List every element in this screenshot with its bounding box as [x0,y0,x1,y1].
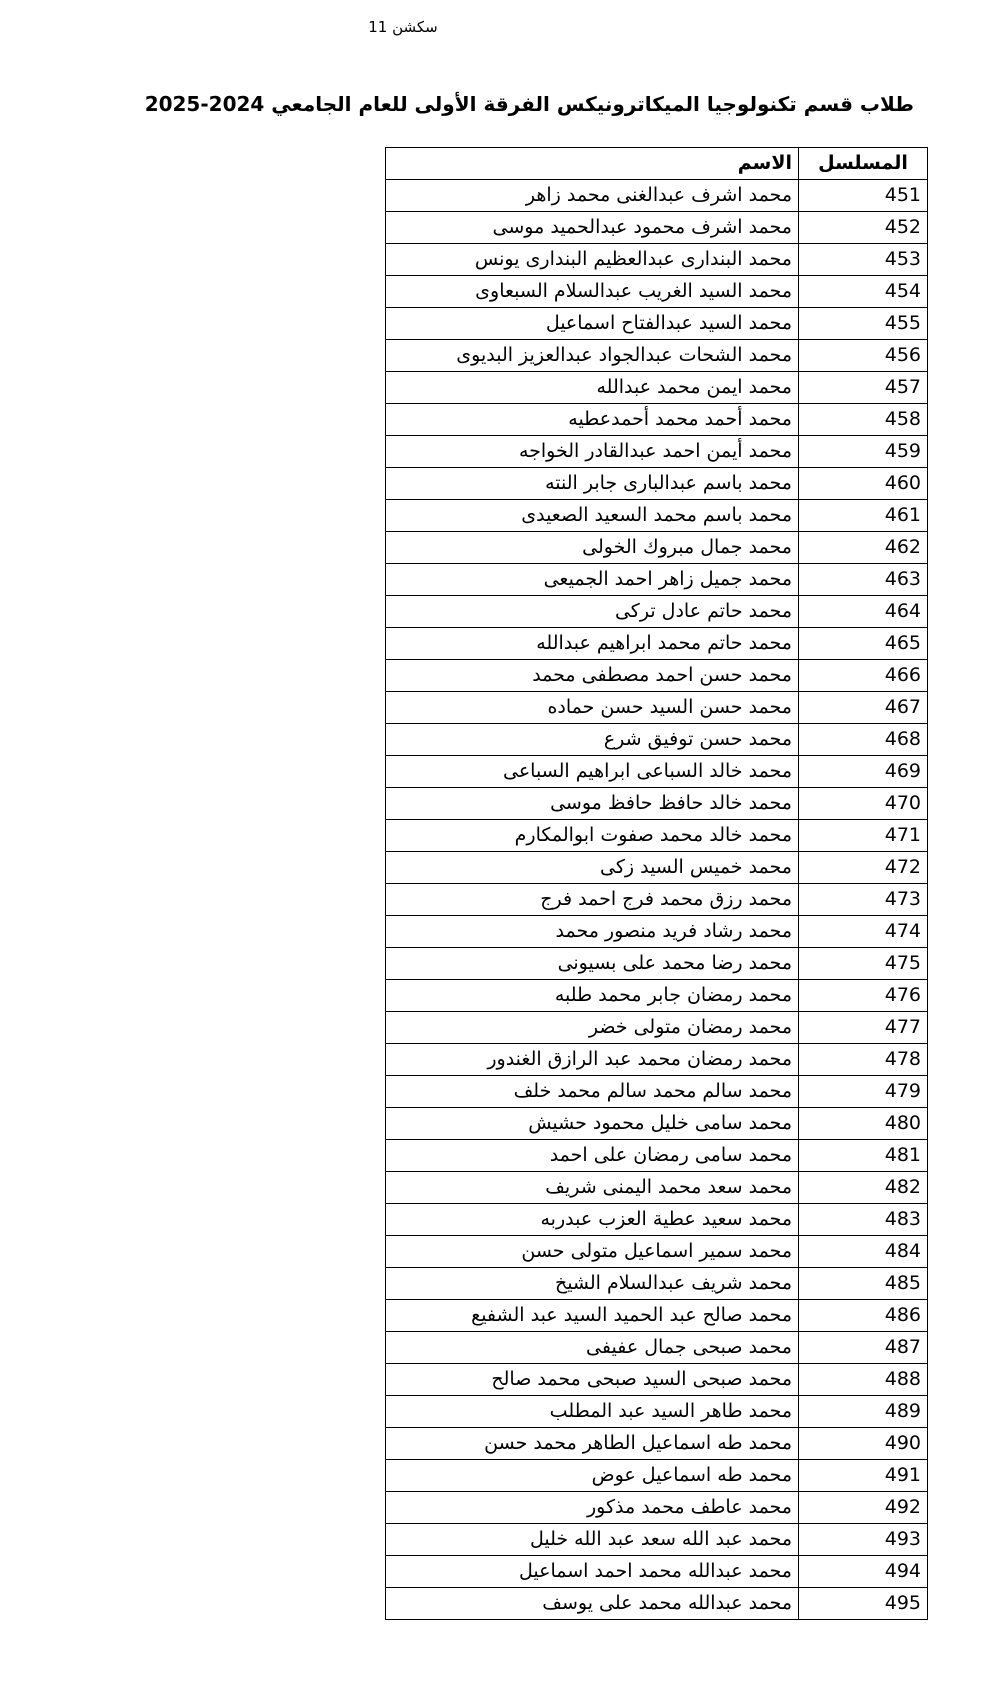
table-row [386,724,928,756]
serial-cell: 472 [799,852,928,884]
student-name-cell: محمد خالد حافظ حافظ موسى [386,788,799,820]
document-title: طلاب قسم تكنولوجيا الميكاترونيكس الفرقة الأولى للعام الجامعي 2024-2025 [144,92,914,116]
table-row [386,500,928,532]
student-name-cell: محمد طه اسماعيل الطاهر محمد حسن [386,1428,799,1460]
serial-cell: 486 [799,1300,928,1332]
student-name-cell: محمد عبدالله محمد احمد اسماعيل [386,1556,799,1588]
serial-cell: 455 [799,308,928,340]
table-row [386,212,928,244]
student-name-cell: محمد حاتم محمد ابراهيم عبدالله [386,628,799,660]
table-row [386,1492,928,1524]
student-name-cell: محمد رزق محمد فرج احمد فرج [386,884,799,916]
serial-cell: 480 [799,1108,928,1140]
serial-cell: 491 [799,1460,928,1492]
student-name-cell: محمد رمضان متولى خضر [386,1012,799,1044]
student-name-cell: محمد اشرف عبدالغنى محمد زاهر [386,180,799,212]
serial-cell: 490 [799,1428,928,1460]
table-row [386,1300,928,1332]
student-name-cell: محمد أحمد محمد أحمدعطيه [386,404,799,436]
table-row [386,1428,928,1460]
table-row [386,1524,928,1556]
table-row [386,756,928,788]
table-row [386,180,928,212]
student-name-cell: محمد باسم عبدالبارى جابر النته [386,468,799,500]
serial-cell: 452 [799,212,928,244]
table-row [386,1364,928,1396]
table-row [386,596,928,628]
table-row [386,820,928,852]
student-name-cell: محمد صبحى السيد صبحى محمد صالح [386,1364,799,1396]
student-name-cell: محمد صبحى جمال عفيفى [386,1332,799,1364]
student-name-cell: محمد حسن احمد مصطفى محمد [386,660,799,692]
student-name-cell: محمد حسن توفيق شرع [386,724,799,756]
table-row [386,1204,928,1236]
table-header-row [386,148,928,180]
serial-cell: 488 [799,1364,928,1396]
serial-cell: 489 [799,1396,928,1428]
student-name-cell: محمد ايمن محمد عبدالله [386,372,799,404]
serial-cell: 461 [799,500,928,532]
serial-cell: 457 [799,372,928,404]
serial-cell: 462 [799,532,928,564]
serial-cell: 468 [799,724,928,756]
student-name-cell: محمد سعد محمد اليمنى شريف [386,1172,799,1204]
section-label: سكشن 11 [368,18,438,36]
table-row [386,468,928,500]
student-name-cell: محمد جمال مبروك الخولى [386,532,799,564]
serial-cell: 454 [799,276,928,308]
serial-cell: 476 [799,980,928,1012]
serial-cell: 473 [799,884,928,916]
serial-cell: 479 [799,1076,928,1108]
table-row [386,980,928,1012]
table-row [386,372,928,404]
student-name-cell: محمد خالد السباعى ابراهيم السباعى [386,756,799,788]
student-name-cell: محمد عاطف محمد مذكور [386,1492,799,1524]
student-name-cell: محمد عبدالله محمد على يوسف [386,1588,799,1620]
table-row [386,1236,928,1268]
student-name-cell: محمد السيد عبدالفتاح اسماعيل [386,308,799,340]
student-name-cell: محمد رمضان جابر محمد طلبه [386,980,799,1012]
serial-cell: 481 [799,1140,928,1172]
table-row [386,1332,928,1364]
table-row [386,1268,928,1300]
serial-cell: 477 [799,1012,928,1044]
serial-cell: 495 [799,1588,928,1620]
student-name-cell: محمد سالم محمد سالم محمد خلف [386,1076,799,1108]
table-row [386,532,928,564]
serial-cell: 467 [799,692,928,724]
student-name-cell: محمد طه اسماعيل عوض [386,1460,799,1492]
serial-cell: 475 [799,948,928,980]
table-row [386,1460,928,1492]
student-name-cell: محمد طاهر السيد عبد المطلب [386,1396,799,1428]
student-name-cell: محمد اشرف محمود عبدالحميد موسى [386,212,799,244]
table-row [386,1588,928,1620]
serial-cell: 484 [799,1236,928,1268]
serial-cell: 474 [799,916,928,948]
student-roster-table [385,147,928,1620]
serial-cell: 460 [799,468,928,500]
table-row [386,916,928,948]
serial-cell: 469 [799,756,928,788]
student-name-cell: محمد خميس السيد زكى [386,852,799,884]
student-name-cell: محمد خالد محمد صفوت ابوالمكارم [386,820,799,852]
serial-cell: 482 [799,1172,928,1204]
table-row [386,788,928,820]
serial-cell: 459 [799,436,928,468]
student-name-cell: محمد سامى خليل محمود حشيش [386,1108,799,1140]
student-name-cell: محمد رمضان محمد عبد الرازق الغندور [386,1044,799,1076]
serial-cell: 464 [799,596,928,628]
serial-cell: 494 [799,1556,928,1588]
serial-cell: 453 [799,244,928,276]
student-name-cell: محمد البندارى عبدالعظيم البندارى يونس [386,244,799,276]
table-row [386,1172,928,1204]
serial-cell: 456 [799,340,928,372]
table-row [386,852,928,884]
table-row [386,948,928,980]
serial-cell: 493 [799,1524,928,1556]
student-name-cell: محمد عبد الله سعد عبد الله خليل [386,1524,799,1556]
table-row [386,1396,928,1428]
table-row [386,564,928,596]
serial-cell: 470 [799,788,928,820]
table-row [386,1012,928,1044]
student-name-cell: محمد صالح عبد الحميد السيد عبد الشفيع [386,1300,799,1332]
student-name-cell: محمد رضا محمد على بسيونى [386,948,799,980]
student-name-cell: محمد جميل زاهر احمد الجميعى [386,564,799,596]
serial-cell: 458 [799,404,928,436]
table-row [386,660,928,692]
serial-cell: 451 [799,180,928,212]
table-row [386,1044,928,1076]
table-row [386,1108,928,1140]
student-name-cell: محمد حسن السيد حسن حماده [386,692,799,724]
serial-cell: 492 [799,1492,928,1524]
table-row [386,244,928,276]
student-name-cell: محمد السيد الغريب عبدالسلام السبعاوى [386,276,799,308]
student-name-cell: محمد شريف عبدالسلام الشيخ [386,1268,799,1300]
student-name-cell: محمد سمير اسماعيل متولى حسن [386,1236,799,1268]
table-row [386,436,928,468]
table-row [386,1140,928,1172]
table-body [386,180,928,1620]
serial-cell: 466 [799,660,928,692]
student-name-cell: محمد رشاد فريد منصور محمد [386,916,799,948]
student-name-cell: محمد الشحات عبدالجواد عبدالعزيز البديوى [386,340,799,372]
student-name-cell: محمد أيمن احمد عبدالقادر الخواجه [386,436,799,468]
student-name-cell: محمد باسم محمد السعيد الصعيدى [386,500,799,532]
serial-cell: 485 [799,1268,928,1300]
serial-cell: 465 [799,628,928,660]
table-row [386,1076,928,1108]
table-row [386,404,928,436]
table-row [386,692,928,724]
serial-cell: 471 [799,820,928,852]
serial-column-header: المسلسل [799,148,928,180]
serial-cell: 487 [799,1332,928,1364]
serial-cell: 478 [799,1044,928,1076]
table-row [386,308,928,340]
student-name-cell: محمد سامى رمضان على احمد [386,1140,799,1172]
table-row [386,884,928,916]
table-row [386,1556,928,1588]
serial-cell: 483 [799,1204,928,1236]
student-name-cell: محمد حاتم عادل تركى [386,596,799,628]
table-row [386,340,928,372]
name-column-header: الاسم [386,148,799,180]
serial-cell: 463 [799,564,928,596]
student-name-cell: محمد سعيد عطية العزب عبدربه [386,1204,799,1236]
table-row [386,628,928,660]
table-row [386,276,928,308]
